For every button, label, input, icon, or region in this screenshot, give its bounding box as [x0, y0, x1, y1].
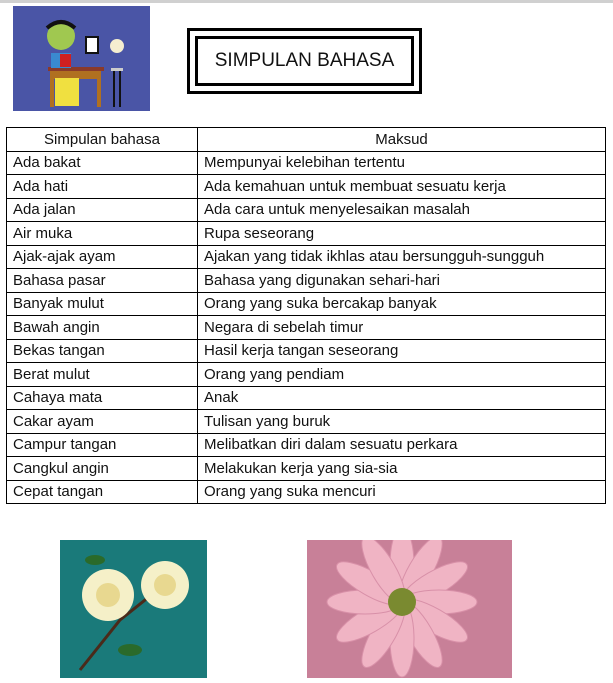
cell-maksud: Rupa seseorang	[198, 222, 606, 246]
table-row	[7, 480, 606, 504]
cell-simpulan: Cepat tangan	[7, 480, 198, 504]
cell-simpulan: Ada jalan	[7, 198, 198, 222]
cell-maksud: Mempunyai kelebihan tertentu	[198, 151, 606, 175]
table-header-row	[7, 128, 606, 152]
cell-maksud: Ada kemahuan untuk membuat sesuatu kerja	[198, 175, 606, 199]
cell-simpulan: Bahasa pasar	[7, 269, 198, 293]
cell-maksud: Anak	[198, 386, 606, 410]
girl-at-computer-illustration	[13, 6, 150, 111]
title-frame	[187, 28, 422, 94]
table-row	[7, 457, 606, 481]
table-row	[7, 198, 606, 222]
table-row	[7, 151, 606, 175]
cell-maksud: Orang yang suka bercakap banyak	[198, 292, 606, 316]
cell-maksud: Bahasa yang digunakan sehari-hari	[198, 269, 606, 293]
cell-maksud: Orang yang suka mencuri	[198, 480, 606, 504]
cell-maksud: Melakukan kerja yang sia-sia	[198, 457, 606, 481]
cell-maksud: Ajakan yang tidak ikhlas atau bersungguh-sungguh	[198, 245, 606, 269]
table-row	[7, 269, 606, 293]
table-row	[7, 363, 606, 387]
simpulan-bahasa-table	[6, 127, 606, 504]
cell-simpulan: Banyak mulut	[7, 292, 198, 316]
pink-daisy-image	[307, 540, 512, 678]
table-row	[7, 222, 606, 246]
header-maksud: Maksud	[198, 128, 606, 152]
page-title: SIMPULAN BAHASA	[195, 36, 414, 86]
cell-simpulan: Campur tangan	[7, 433, 198, 457]
cell-simpulan: Bekas tangan	[7, 339, 198, 363]
cell-maksud: Hasil kerja tangan seseorang	[198, 339, 606, 363]
cell-maksud: Melibatkan diri dalam sesuatu perkara	[198, 433, 606, 457]
header-simpulan: Simpulan bahasa	[7, 128, 198, 152]
cell-simpulan: Berat mulut	[7, 363, 198, 387]
cell-simpulan: Air muka	[7, 222, 198, 246]
cell-simpulan: Cahaya mata	[7, 386, 198, 410]
cell-simpulan: Ada hati	[7, 175, 198, 199]
cell-simpulan: Cangkul angin	[7, 457, 198, 481]
cell-simpulan: Ajak-ajak ayam	[7, 245, 198, 269]
table-row	[7, 433, 606, 457]
table-row	[7, 339, 606, 363]
table-row	[7, 245, 606, 269]
table-row	[7, 316, 606, 340]
table-row	[7, 386, 606, 410]
cell-maksud: Ada cara untuk menyelesaikan masalah	[198, 198, 606, 222]
table-row	[7, 292, 606, 316]
top-border	[0, 0, 613, 3]
table-row	[7, 410, 606, 434]
cell-maksud: Tulisan yang buruk	[198, 410, 606, 434]
cell-simpulan: Ada bakat	[7, 151, 198, 175]
cell-maksud: Negara di sebelah timur	[198, 316, 606, 340]
white-roses-image	[60, 540, 207, 678]
cell-maksud: Orang yang pendiam	[198, 363, 606, 387]
cell-simpulan: Bawah angin	[7, 316, 198, 340]
cell-simpulan: Cakar ayam	[7, 410, 198, 434]
table-row	[7, 175, 606, 199]
